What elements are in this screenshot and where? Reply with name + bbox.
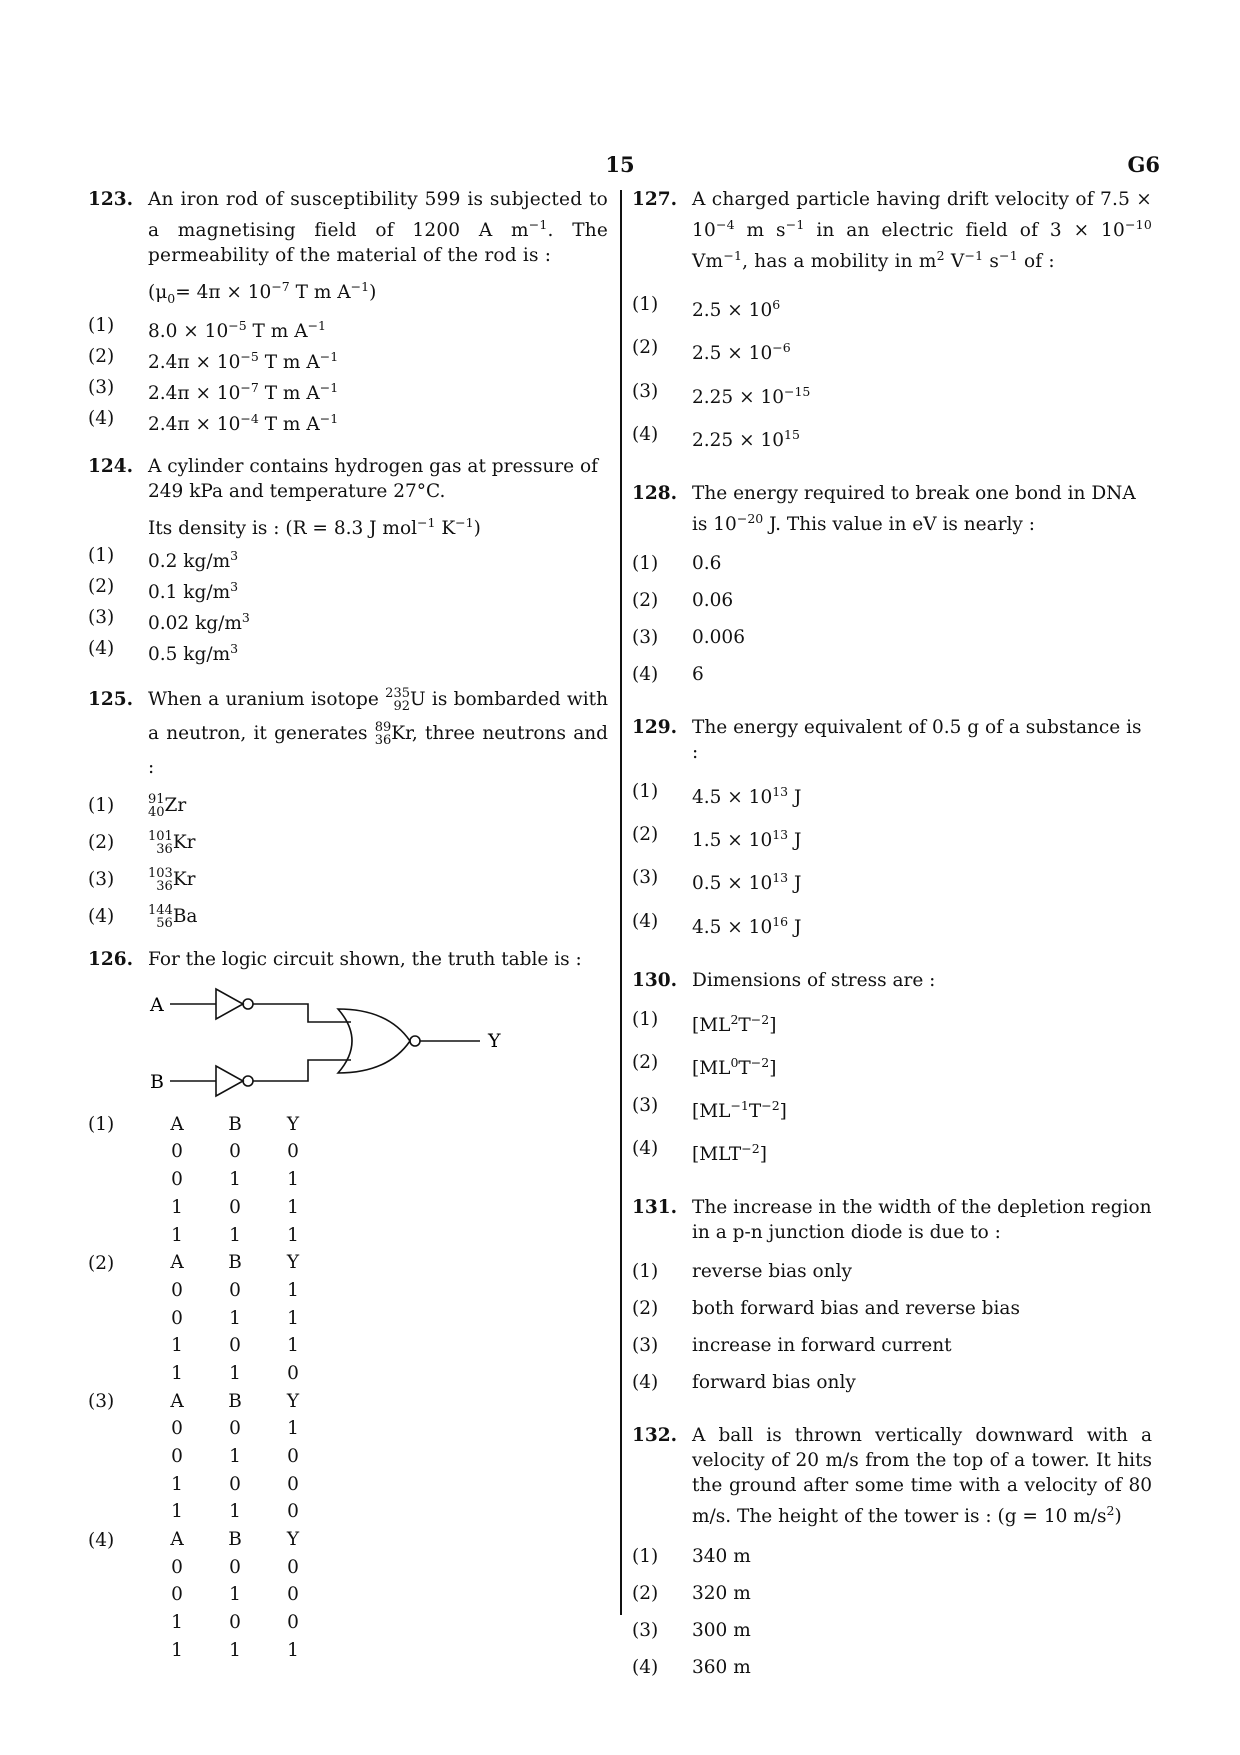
- question-128: [632, 481, 1152, 693]
- question-123: [88, 187, 608, 438]
- page-number: 15: [605, 152, 635, 177]
- option[interactable]: (3) increase in forward current: [632, 1335, 952, 1357]
- truth-table-option-3[interactable]: (3) A B Y 0 0 1 0 1 0 1 0 0 1 1 0: [88, 1390, 300, 1523]
- option[interactable]: (1) $8.0 \times 10^{-5}$ T m $A^{-1}$: [88, 315, 326, 343]
- option[interactable]: (4) $4.5 \times 10^{16}$ J: [632, 910, 802, 938]
- option[interactable]: (4) $2.25 \times 10^{15}$: [632, 423, 800, 451]
- option[interactable]: (3) 0.02 $kg/m^3$: [88, 607, 250, 635]
- question-text: An iron rod of susceptibility 599 is subjected to a magnetising field of 1200 A $m^{-1}$. The permeability of the material of the rod is :: [148, 189, 609, 267]
- question-text: When a uranium isotope 235 92 U is bombarded with a neutron, it generates 89 36 Kr, three neutrons and :: [148, 686, 608, 779]
- question-number: 128.: [632, 482, 678, 504]
- truth-table-option-1[interactable]: (1) A B Y 0 0 0 0 1 1 1 0 1 1 1 1: [88, 1113, 300, 1246]
- question-text: Dimensions of stress are :: [692, 969, 936, 991]
- question-129: [632, 715, 1152, 946]
- option[interactable]: (4) $2.4\pi \times 10^{-4}$ T m $A^{-1}$: [88, 408, 339, 436]
- given-constant: Its density is : (R = 8.3 J mol$^{-1}$ $K^{-1}$): [148, 514, 481, 539]
- option[interactable]: (1) reverse bias only: [632, 1261, 852, 1283]
- question-127: [632, 187, 1152, 459]
- question-130: [632, 968, 1152, 1174]
- option[interactable]: (1) 0.2 $kg/m^3$: [88, 544, 239, 572]
- option[interactable]: (1) 91 40 Zr: [88, 792, 187, 821]
- truth-table-option-2[interactable]: (2) A B Y 0 0 1 0 1 1 1 0 1 1 1 0: [88, 1252, 300, 1384]
- question-text: A cylinder contains hydrogen gas at pressure of 249 kPa and temperature 27°C.: [148, 455, 598, 502]
- option[interactable]: (2) 0.06: [632, 590, 734, 612]
- question-124: [88, 454, 608, 668]
- question-number: 129.: [632, 717, 678, 739]
- option[interactable]: (2) 0.1 $kg/m^3$: [88, 575, 239, 604]
- option[interactable]: (2) 101 36 Kr: [88, 829, 196, 858]
- not-gate-a: [216, 989, 243, 1019]
- question-number: 125.: [88, 689, 134, 711]
- question-text: The increase in the width of the depletion region in a p-n junction diode is due to :: [692, 1197, 1152, 1244]
- question-number: 131.: [632, 1197, 678, 1219]
- question-number: 127.: [632, 189, 678, 210]
- truth-table-option-4[interactable]: (4) A B Y 0 0 0 0 1 0 1 0 0 1 1 1: [88, 1529, 300, 1661]
- option[interactable]: (4) 144 56 Ba: [88, 903, 198, 932]
- input-b-label: B: [150, 1071, 164, 1094]
- option[interactable]: (2) 320 m: [632, 1582, 751, 1604]
- column-divider: [620, 190, 622, 1615]
- option[interactable]: (3) 103 36 Kr: [88, 866, 196, 895]
- option[interactable]: (4) $[MLT^{-2}]$: [632, 1138, 767, 1166]
- option[interactable]: (2) $[ML^0T^{-2}]$: [632, 1051, 777, 1080]
- question-number: 130.: [632, 969, 678, 991]
- logic-circuit-diagram: [148, 984, 528, 1104]
- option[interactable]: (2) $2.4\pi \times 10^{-5}$ T m $A^{-1}$: [88, 346, 339, 374]
- option[interactable]: (4) 0.5 $kg/m^3$: [88, 638, 239, 666]
- question-number: 124.: [88, 455, 134, 477]
- right-column: [632, 187, 1152, 1686]
- input-a-label: A: [150, 994, 164, 1017]
- option[interactable]: (4) 360 m: [632, 1656, 751, 1678]
- question-number: 126.: [88, 949, 134, 971]
- question-number: 123.: [88, 189, 134, 210]
- option[interactable]: (4) 6: [632, 664, 704, 686]
- option[interactable]: (3) 300 m: [632, 1619, 751, 1641]
- option[interactable]: (1) $2.5 \times 10^6$: [632, 294, 781, 322]
- question-text: The energy required to break one bond in DNA is $10^{-20}$ J. This value in eV is nearly :: [692, 482, 1136, 536]
- question-text: For the logic circuit shown, the truth table is :: [148, 949, 582, 971]
- option[interactable]: (1) $[ML^2T^{-2}]$: [632, 1008, 777, 1036]
- question-126: [88, 947, 608, 1664]
- option[interactable]: (4) forward bias only: [632, 1372, 856, 1394]
- option[interactable]: (3) 0.006: [632, 627, 745, 649]
- krypton-nuclide: 89 36: [374, 720, 392, 749]
- option[interactable]: (3) $0.5 \times 10^{13}$ J: [632, 867, 802, 895]
- question-125: [88, 683, 608, 935]
- option[interactable]: (3) $2.4\pi \times 10^{-7}$ T m $A^{-1}$: [88, 377, 339, 405]
- option[interactable]: (1) 0.6: [632, 553, 722, 575]
- question-text: A charged particle having drift velocity of $7.5 \times 10^{-4}$ m $s^{-1}$ in an electric field of $3 \times 10^{-10}$ $Vm^{-1}$, has a mobility in $m^2$ $V^{-1}$ $s^{-1}$ of :: [692, 189, 1152, 273]
- output-y-label: Y: [488, 1030, 501, 1053]
- uranium-nuclide: 235 92: [385, 686, 410, 715]
- question-number: 132.: [632, 1425, 678, 1447]
- option[interactable]: (2) $1.5 \times 10^{13}$ J: [632, 824, 802, 852]
- nor-gate: [338, 1009, 410, 1073]
- booklet-code: G6: [1127, 152, 1160, 177]
- left-column: [88, 187, 608, 1664]
- option[interactable]: (1) $4.5 \times 10^{13}$ J: [632, 781, 802, 809]
- option[interactable]: (1) 340 m: [632, 1545, 751, 1567]
- option[interactable]: (2) both forward bias and reverse bias: [632, 1298, 1020, 1320]
- option[interactable]: (3) $[ML^{-1}T^{-2}]$: [632, 1095, 787, 1123]
- question-text: A ball is thrown vertically downward with a velocity of 20 m/s from the top of a tower. It hits the ground after some time with a velocity of 80 m/s. The height of the tower is : (g = 10 $m/s^2$): [692, 1425, 1152, 1528]
- question-132: [632, 1423, 1152, 1685]
- question-131: [632, 1195, 1152, 1401]
- question-text: The energy equivalent of 0.5 g of a substance is :: [692, 717, 1142, 764]
- given-constant: ($\mu_0= 4\pi \times 10^{-7}$ T m $A^{-1}$): [148, 279, 377, 306]
- not-gate-b: [216, 1066, 243, 1096]
- option[interactable]: (3) $2.25 \times 10^{-15}$: [632, 380, 811, 408]
- option[interactable]: (2) $2.5 \times 10^{-6}$: [632, 337, 791, 365]
